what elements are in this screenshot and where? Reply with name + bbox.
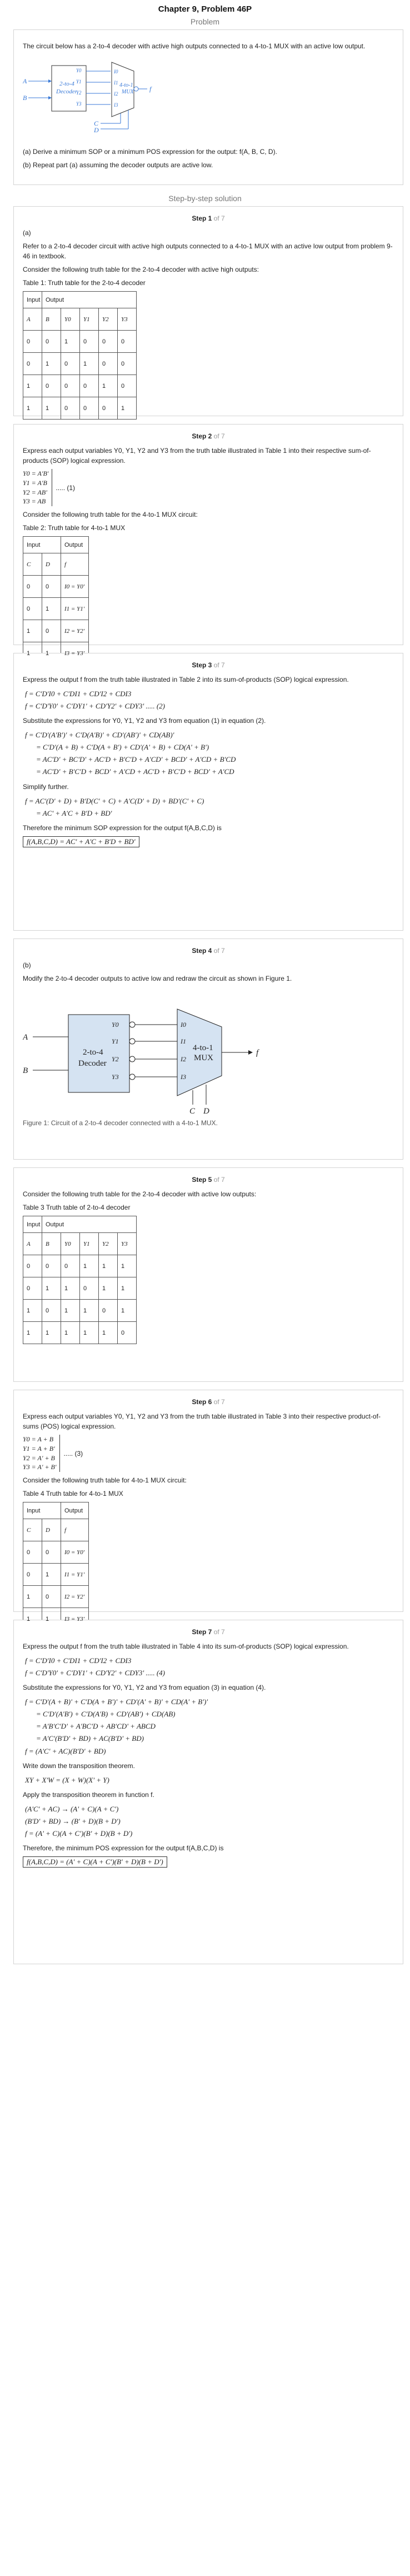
step-1-of: of 7: [213, 214, 225, 222]
figure-1: [23, 987, 356, 1115]
step-6-line: Consider the following truth table for 4-to-1 MUX circuit:: [23, 1476, 187, 1485]
step-5-of: of 7: [213, 1176, 225, 1184]
dec-y2: Y2: [76, 90, 82, 96]
fig-y0: Y0: [112, 1021, 119, 1029]
table-row: 1 1 I3 = Y3': [23, 1608, 89, 1630]
equation: Y0 = A'B': [23, 470, 49, 477]
equation: Y2 = AB': [23, 488, 47, 496]
step-1-title: Step 1: [192, 214, 212, 222]
step-3-card: [13, 653, 403, 931]
equation: f = C'D'Y0' + C'DY1' + CD'Y2' + CDY3' ..... (4): [25, 1669, 166, 1678]
step-1-card: [13, 206, 403, 416]
table-head: Output: [42, 292, 137, 308]
step-7-final: Therefore, the minimum POS expression for the output f(A,B,C,D) is: [23, 1844, 224, 1853]
figure-caption: Figure 1: Circuit of a 2-to-4 decoder connected with a 4-to-1 MUX.: [23, 1119, 218, 1127]
dec-y1: Y1: [76, 79, 82, 84]
fig-y1: Y1: [112, 1037, 119, 1045]
table-col: Y1: [80, 308, 99, 331]
page-title: Chapter 9, Problem 46P: [158, 4, 252, 14]
equation: f = C'D'Y0' + C'DY1' + CD'Y2' + CDY3' ..... (2): [25, 702, 166, 711]
fig-i2: I2: [181, 1055, 186, 1063]
step-3-of: of 7: [213, 661, 225, 669]
mux-i2: I2: [114, 91, 118, 97]
step-1-line: (a): [23, 229, 31, 237]
mux-i0: I0: [114, 69, 118, 74]
step-6-card: [13, 1390, 403, 1623]
step-4-line: (b): [23, 961, 31, 969]
in-d-label: D: [94, 126, 99, 134]
answer-box: f(A,B,C,D) = (A' + C)(A + C')(B' + D)(B + D'): [23, 1856, 167, 1868]
table-head: Input: [23, 292, 42, 308]
table-col: Y2: [99, 308, 118, 331]
step-2-intro: Express each output variables Y0, Y1, Y2 and Y3 from the truth table illustrated in Table 1 into their respective sum-of-products (SOP) logical expression.: [23, 447, 371, 465]
problem-part-a: (a) Derive a minimum SOP or a minimum POS expression for the output: f(A, B, C, D).: [23, 148, 277, 156]
step-2-title: Step 2: [192, 432, 212, 440]
step-3-sub: Substitute the expressions for Y0, Y1, Y2 and Y3 from equation (1) in equation (2).: [23, 717, 266, 725]
step-7-title: Step 7: [192, 1628, 212, 1636]
step-7-sub: Substitute the expressions for Y0, Y1, Y2 and Y3 from equation (3) in equation (4).: [23, 1684, 266, 1692]
equation: f = AC'(D' + D) + B'D(C' + C) + A'C(D' + D) + BD'(C' + C): [25, 796, 204, 805]
table-row: 0 1 1 0 1 1: [23, 1277, 137, 1300]
equation: = C'D'(A'B') + C'D(A'B) + CD'(AB') + CD(AB): [36, 1710, 176, 1719]
equation: Y1 = A'B: [23, 478, 47, 487]
equation: = AC' + A'C + B'D + BD': [36, 808, 112, 817]
step-5-line: Consider the following truth table for the 2-to-4 decoder with active low outputs:: [23, 1190, 257, 1198]
equation: f = C'D'I0 + C'DI1 + CD'I2 + CDI3: [25, 1656, 132, 1665]
step-3-final: Therefore the minimum SOP expression for the output f(A,B,C,D) is: [23, 823, 222, 832]
step-5-card: [13, 1167, 403, 1382]
table-2: Input Output C D f 0 0 I0 = Y0' 0 1 I1 = Y1' 1 0 I2 = Y2' 1 1 I3 = Y3': [23, 536, 89, 665]
fig-dec-1: 2-to-4: [83, 1048, 103, 1057]
table-row: 1 0 I2 = Y2': [23, 620, 89, 642]
equation: Y2 = A' + B: [23, 1454, 55, 1462]
step-7-apply: Apply the transposition theorem in function f.: [23, 1790, 154, 1799]
dec-y3: Y3: [76, 101, 82, 107]
table-col: Y3: [118, 308, 137, 331]
step-5-line: Table 3 Truth table of 2-to-4 decoder: [23, 1204, 131, 1211]
equation: Y0 = A + B: [23, 1435, 54, 1443]
fig-i0: I0: [181, 1021, 186, 1029]
problem-label: Problem: [190, 17, 220, 26]
mux-i3: I3: [114, 102, 118, 108]
step-1-line: Refer to a 2-to-4 decoder circuit with active high outputs connected to a 4-to-1 MUX with an active low output from problem 9-46 in textbook.: [23, 242, 393, 260]
answer-box: f(A,B,C,D) = AC' + A'C + B'D + BD': [23, 836, 139, 847]
table-row: 1 1 1 1 1 0: [23, 1322, 137, 1344]
table-4: Input Output C D f 0 0 I0 = Y0' 0 1 I1 = Y1' 1 0 I2 = Y2' 1 1 I3 = Y3': [23, 1502, 89, 1630]
fig-in-c: C: [189, 1107, 196, 1115]
equation: Y1 = A + B': [23, 1444, 55, 1452]
mux-label-1: 4-to-1: [119, 82, 133, 88]
table-col: Y0: [61, 308, 80, 331]
step-6-title: Step 6: [192, 1398, 212, 1406]
problem-intro: The circuit below has a 2-to-4 decoder with active high outputs connected to a 4-to-1 MUX with an active low output.: [23, 42, 366, 50]
equation-number: ..... (1): [56, 483, 76, 492]
table-head: Input: [23, 537, 61, 553]
equation: = A'B'C'D' + A'BC'D + AB'CD' + ABCD: [36, 1722, 156, 1731]
equation: (B'D' + BD) → (B' + D)(B + D'): [25, 1816, 121, 1825]
step-2-line: Table 2: Truth table for 4-to-1 MUX: [23, 524, 126, 532]
problem-diagram: [23, 54, 223, 143]
step-7-of: of 7: [213, 1628, 225, 1636]
step-5-title: Step 5: [192, 1176, 212, 1184]
step-1-line: Consider the following truth table for the 2-to-4 decoder with active high outputs:: [23, 266, 259, 273]
equation: f = C'D'I0 + C'DI1 + CD'I2 + CDI3: [25, 690, 132, 698]
mux-label-2: MUX: [122, 89, 134, 95]
table-row: 0 0 0 1 1 1: [23, 1255, 137, 1277]
equation: f = C'D'(A + B)' + C'D(A + B')' + CD'(A' + B)' + CD(A' + B')': [25, 1698, 208, 1706]
in-c-label: C: [94, 119, 99, 127]
fig-in-a: A: [23, 1033, 28, 1042]
table-row: 0 0 I0 = Y0': [23, 576, 89, 598]
step-2-card: [13, 424, 403, 657]
step-7-trans-label: Write down the transposition theorem.: [23, 1761, 135, 1770]
step-2-of: of 7: [213, 432, 225, 440]
step-2-line: Consider the following truth table for the 4-to-1 MUX circuit:: [23, 511, 198, 519]
fig-in-d: D: [203, 1107, 209, 1115]
equation: (A'C' + AC) → (A' + C)(A + C'): [25, 1804, 119, 1813]
equation: = AC'D' + BC'D' + AC'D + B'C'D + A'CD' + BCD' + A'CD + B'CD: [36, 755, 236, 764]
table-1: [23, 291, 137, 420]
table-row: 0 1 0 1 0 0: [23, 353, 137, 375]
equation: = AC'D' + B'C'D + BCD' + A'CD + AC'D + B'C'D + BCD' + A'CD: [36, 767, 234, 776]
step-6-of: of 7: [213, 1398, 225, 1406]
fig-i3: I3: [181, 1073, 186, 1081]
step-1-line: Table 1: Truth table for the 2-to-4 decoder: [23, 279, 146, 287]
table-row: 0 1 I1 = Y1': [23, 1564, 89, 1586]
fig-y3: Y3: [112, 1073, 119, 1081]
step-7-card: [13, 1620, 403, 1964]
fig-dec-2: Decoder: [78, 1059, 107, 1068]
table-row: 1 0 0 0 1 0: [23, 375, 137, 397]
equation: Y3 = AB: [23, 497, 46, 506]
dec-y0: Y0: [76, 68, 82, 73]
table-row: 1 0 I2 = Y2': [23, 1586, 89, 1608]
problem-card: [13, 29, 403, 185]
step-3-line: Express the output f from the truth table illustrated in Table 2 into its sum-of-products (SOP) logical expression.: [23, 676, 349, 683]
step-4-card: [13, 938, 403, 1160]
equation-number: ..... (3): [63, 1449, 83, 1457]
equation: Y3 = A' + B': [23, 1463, 57, 1471]
equation: = C'D'(A + B) + C'D(A + B') + CD'(A' + B) + CD(A' + B'): [36, 743, 209, 752]
table-3: Input Output A B Y0 Y1 Y2 Y3 0 0 0 1 1 1 0 1 1 0 1 1 1 0 1 1 0 1 1 1 1 1 1 0: [23, 1216, 137, 1344]
equation: = A'C'(B'D' + BD) + AC(B'D' + BD): [36, 1734, 144, 1743]
table-col: B: [42, 308, 61, 331]
fig-i1: I1: [181, 1037, 186, 1045]
out-f: f: [149, 85, 152, 93]
table-row: 0 1 I1 = Y1': [23, 598, 89, 620]
in-b-label: B: [23, 94, 27, 102]
step-6-line: Table 4 Truth table for 4-to-1 MUX: [23, 1490, 123, 1498]
problem-part-b: (b) Repeat part (a) assuming the decoder outputs are active low.: [23, 161, 213, 169]
table-head: Output: [61, 537, 89, 553]
table-col: A: [23, 308, 42, 331]
mux-i1: I1: [114, 80, 118, 86]
step-7-line: Express the output f from the truth table illustrated in Table 4 into its sum-of-products (SOP) logical expression.: [23, 1643, 349, 1650]
solution-label: Step-by-step solution: [168, 194, 242, 203]
step-4-line: Modify the 2-to-4 decoder outputs to active low and redraw the circuit as shown in Figure 1.: [23, 975, 292, 982]
fig-mux-2: MUX: [194, 1054, 214, 1062]
equation: XY + X'W = (X + W)(X' + Y): [25, 1775, 109, 1784]
table-row: 1 0 1 1 0 1: [23, 1300, 137, 1322]
step-3-simplify: Simplify further.: [23, 782, 69, 791]
fig-y2: Y2: [112, 1055, 119, 1063]
table-row: 1 1 0 0 0 1: [23, 397, 137, 420]
equation: f = C'D'(A'B')' + C'D(A'B)' + CD'(AB')' + CD(AB)': [25, 731, 174, 740]
fig-out-f: f: [256, 1049, 259, 1057]
step-4-title: Step 4: [192, 947, 212, 955]
decoder-label-1: 2-to-4: [59, 81, 74, 87]
step-3-title: Step 3: [192, 661, 212, 669]
equation: f = (A'C' + AC)(B'D' + BD): [25, 1746, 106, 1755]
equation: f = (A' + C)(A + C')(B' + D)(B + D'): [25, 1829, 133, 1838]
table-row: 0 0 1 0 0 0: [23, 331, 137, 353]
fig-in-b: B: [23, 1066, 28, 1075]
step-4-of: of 7: [213, 947, 225, 955]
decoder-label-2: Decoder: [56, 88, 77, 95]
fig-mux-1: 4-to-1: [193, 1044, 213, 1052]
table-row: 0 0 I0 = Y0': [23, 1541, 89, 1564]
in-a-label: A: [23, 77, 27, 85]
table-row: 1 1 I3 = Y3': [23, 642, 89, 665]
step-6-intro: Express each output variables Y0, Y1, Y2 and Y3 from the truth table illustrated in Table 3 into their respective product-of-sums (POS) logical expression.: [23, 1412, 381, 1430]
